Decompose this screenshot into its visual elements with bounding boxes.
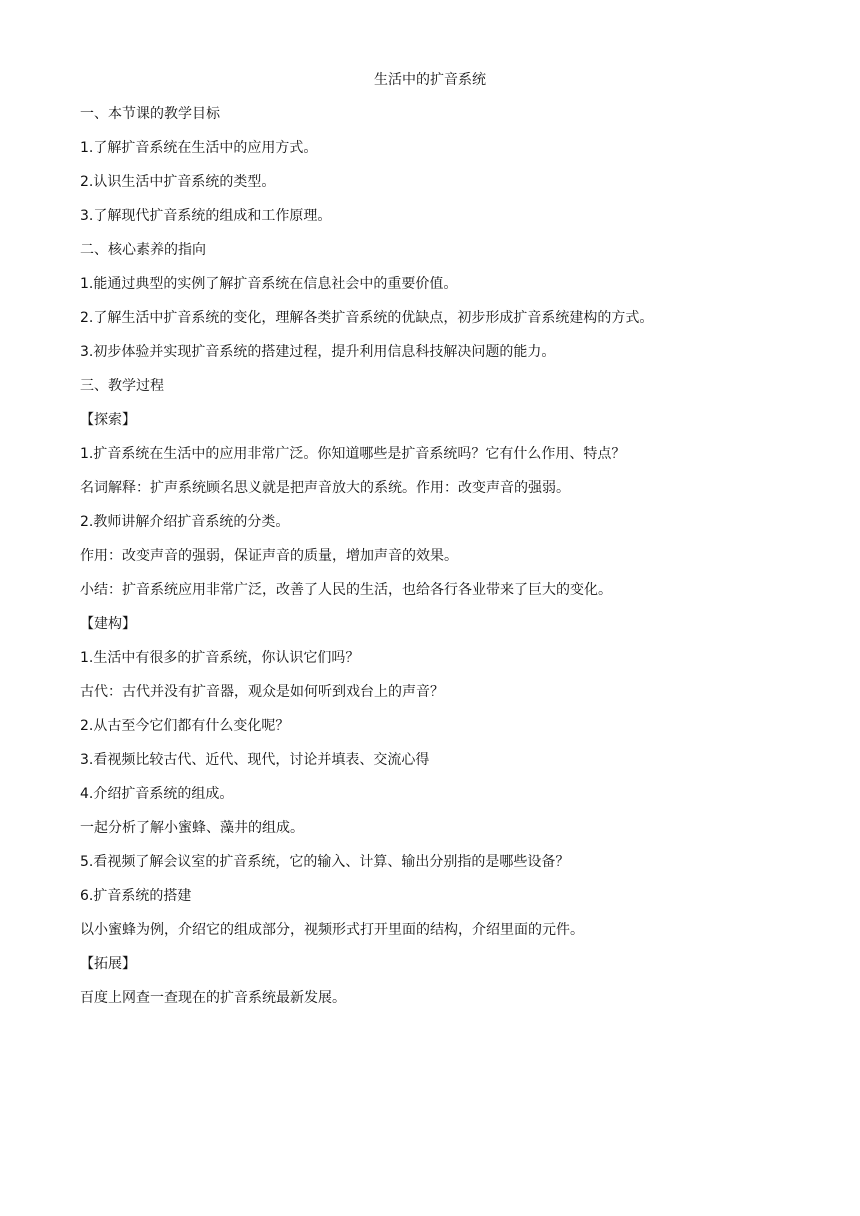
subsection-label: 【拓展】 bbox=[80, 956, 136, 972]
text-line: 1.能通过典型的实例了解扩音系统在信息社会中的重要价值。 bbox=[80, 276, 458, 292]
text-line: 小结：扩音系统应用非常广泛，改善了人民的生活，也给各行各业带来了巨大的变化。 bbox=[80, 582, 612, 598]
section-heading: 二、核心素养的指向 bbox=[80, 242, 206, 258]
text-line: 6.扩音系统的搭建 bbox=[80, 888, 192, 904]
text-line: 3.看视频比较古代、近代、现代，讨论并填表、交流心得 bbox=[80, 752, 430, 768]
text-line: 2.从古至今它们都有什么变化呢？ bbox=[80, 718, 290, 734]
document-title: 生活中的扩音系统 bbox=[374, 72, 486, 88]
section-heading: 一、本节课的教学目标 bbox=[80, 106, 220, 122]
text-line: 1.生活中有很多的扩音系统，你认识它们吗？ bbox=[80, 650, 360, 666]
text-line: 3.初步体验并实现扩音系统的搭建过程，提升利用信息科技解决问题的能力。 bbox=[80, 344, 556, 360]
text-line: 3.了解现代扩音系统的组成和工作原理。 bbox=[80, 208, 332, 224]
text-line: 1.了解扩音系统在生活中的应用方式。 bbox=[80, 140, 318, 156]
text-line: 2.教师讲解介绍扩音系统的分类。 bbox=[80, 514, 290, 530]
text-line: 5.看视频了解会议室的扩音系统，它的输入、计算、输出分别指的是哪些设备？ bbox=[80, 854, 570, 870]
text-line: 2.了解生活中扩音系统的变化，理解各类扩音系统的优缺点，初步形成扩音系统建构的方式。 bbox=[80, 310, 654, 326]
text-line: 2.认识生活中扩音系统的类型。 bbox=[80, 174, 276, 190]
text-line: 作用：改变声音的强弱，保证声音的质量，增加声音的效果。 bbox=[80, 548, 458, 564]
text-line: 名词解释：扩声系统顾名思义就是把声音放大的系统。作用：改变声音的强弱。 bbox=[80, 480, 570, 496]
subsection-label: 【探索】 bbox=[80, 412, 136, 428]
text-line: 一起分析了解小蜜蜂、藻井的组成。 bbox=[80, 820, 304, 836]
text-line: 1.扩音系统在生活中的应用非常广泛。你知道哪些是扩音系统吗？它有什么作用、特点？ bbox=[80, 446, 626, 462]
section-heading: 三、教学过程 bbox=[80, 378, 164, 394]
text-line: 以小蜜蜂为例，介绍它的组成部分，视频形式打开里面的结构，介绍里面的元件。 bbox=[80, 922, 584, 938]
text-line: 4.介绍扩音系统的组成。 bbox=[80, 786, 234, 802]
text-line: 百度上网查一查现在的扩音系统最新发展。 bbox=[80, 990, 346, 1006]
text-line: 古代：古代并没有扩音器，观众是如何听到戏台上的声音？ bbox=[80, 684, 444, 700]
subsection-label: 【建构】 bbox=[80, 616, 136, 632]
